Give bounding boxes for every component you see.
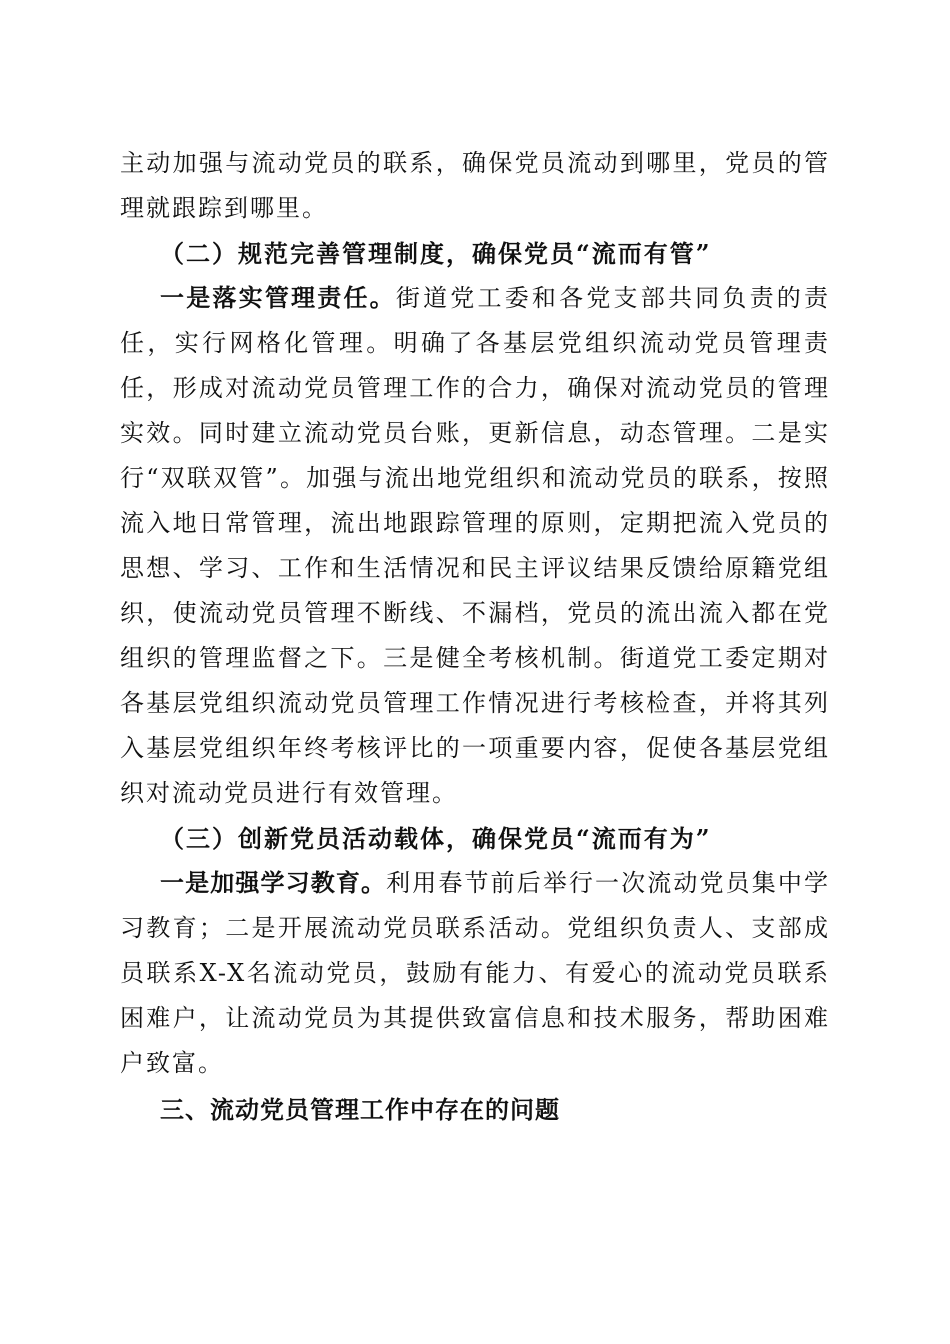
paragraph-lead: 一是落实管理责任。 (160, 284, 396, 312)
heading-text: （二）规范完善管理制度，确保党员“流而有管” (160, 239, 712, 268)
paragraph-text: 利用春节前后举行一次流动党员集中学习教育；二是开展流动党员联系活动。党组织负责人、支部成员联系X-X名流动党员，鼓励有能力、有爱心的流动党员联系困难户，让流动党员为其提供致富信息和技术服务，帮助困难户致富。 (120, 869, 831, 1077)
paragraph-text: 主动加强与流动党员的联系，确保党员流动到哪里，党员的管理就跟踪到哪里。 (120, 149, 830, 222)
heading-text: 三、流动党员管理工作中存在的问题 (160, 1096, 560, 1124)
paragraph-continued (120, 141, 830, 231)
paragraph-management-responsibility (120, 276, 830, 816)
chapter-heading-3 (120, 1088, 830, 1133)
document-body (120, 141, 830, 1133)
paragraph-text: 街道党工委和各党支部共同负责的责任，实行网格化管理。明确了各基层党组织流动党员管理责任，形成对流动党员管理工作的合力，确保对流动党员的管理实效。同时建立流动党员台账，更新信息，动态管理。二是实行“双联双管”。加强与流出地党组织和流动党员的联系，按照流入地日常管理，流出地跟踪管理的原则，定期把流入党员的思想、学习、工作和生活情况和民主评议结果反馈给原籍党组织，使流动党员管理不断线、不漏档，党员的流出流入都在党组织的管理监督之下。三是健全考核机制。街道党工委定期对各基层党组织流动党员管理工作情况进行考核检查，并将其列入基层党组织年终考核评比的一项重要内容，促使各基层党组织对流动党员进行有效管理。 (120, 284, 830, 807)
paragraph-study-education (120, 861, 830, 1086)
paragraph-lead: 一是加强学习教育。 (160, 869, 387, 897)
heading-text: （三）创新党员活动载体，确保党员“流而有为” (160, 824, 712, 853)
section-heading-3 (120, 816, 830, 861)
section-heading-2 (120, 231, 830, 276)
